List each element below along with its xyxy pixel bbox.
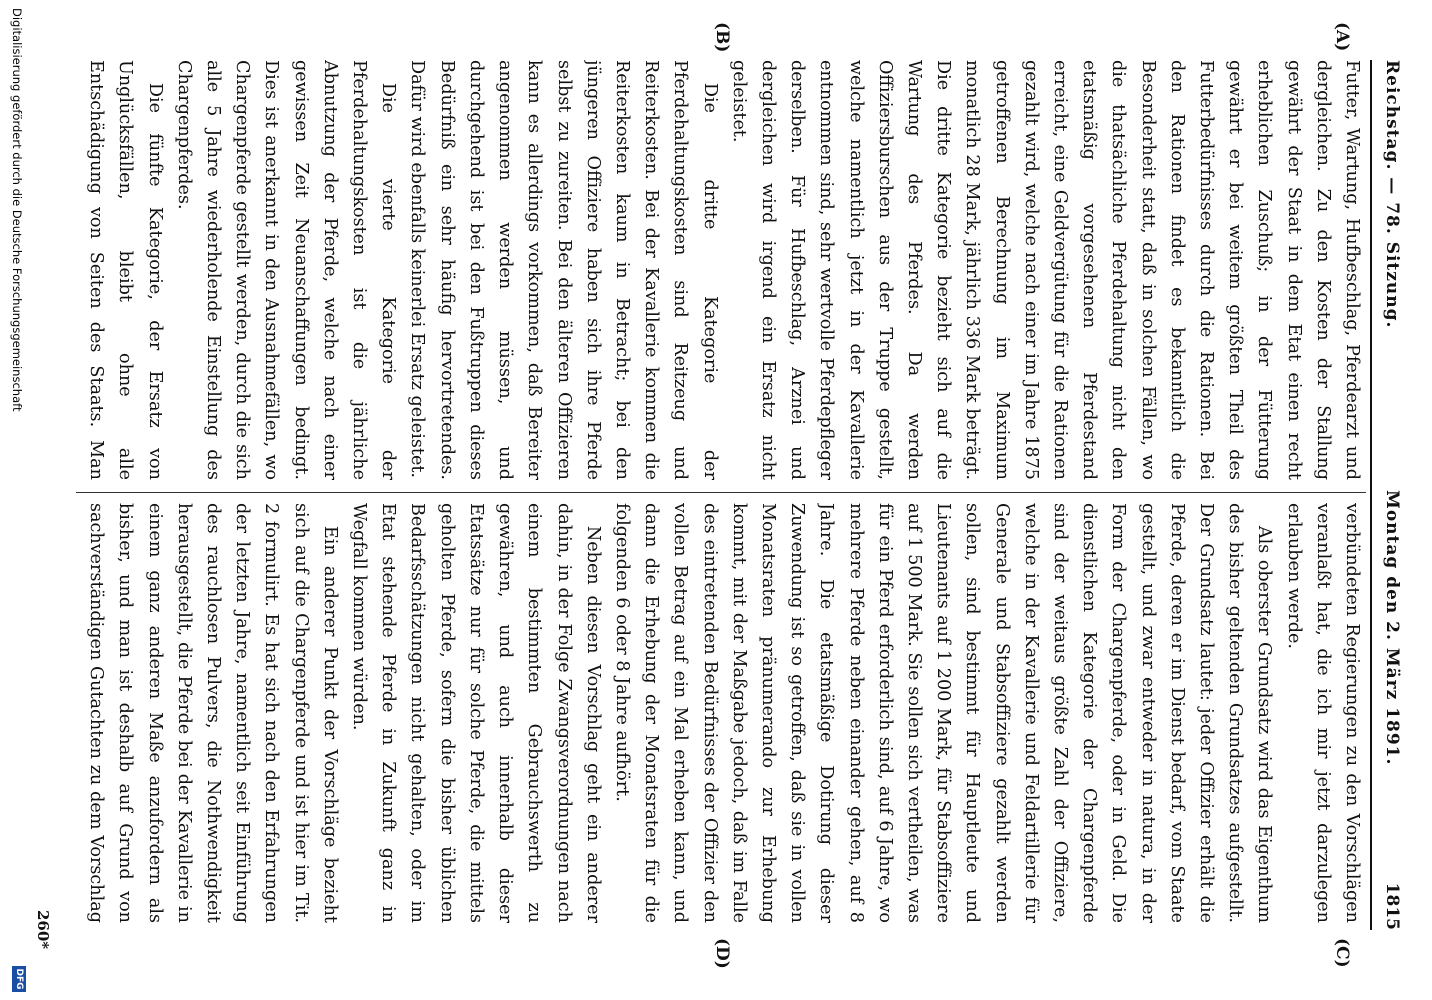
digitization-text: Digitalisierung gefördert durch die Deutsche Forschungsgemeinschaft xyxy=(10,8,24,412)
paragraph: Als oberster Grundsatz wird das Eigenthum des bisher geltenden Grundsatzes aufgestellt. Der Grundsatz lautet: jeder Offizier erhält die Pferde, deren er im Dienst bedarf, vom Staate gestellt, und zwar entweder in natura, in der Form der Chargenpferde, oder in Geld. Die dienstlichen Kategorie der Chargenpferde sind der weitaus größte Zahl der Offiziere, welche in der Kavallerie und Feldartillerie für Generale und Stabsoffiziere gezahlt werden sollen, sind bestimmt für Hauptleute und Lieutenants auf 1 200 Mark, für Stabsoffiziere auf 1 500 Mark. Sie sollen sich vertheilen, was für ein Pferd erforderlich sind, auf 6 Jahre, wo mehrere Pferde neben einander gehen, auf 8 Jahre. Die etatsmäßige Dotirung dieser Zuwendung ist so getroffen, daß sie in vollen Monatsraten pränumerando zur Erhebung kommt, mit der Maßgabe jedoch, daß im Falle des eintretenden Bedürfnisses der Offizier den vollen Betrag auf ein Mal erheben kann, und dann die Erhebung der Monatsraten für die folgenden 6 oder 8 Jahre aufhört. xyxy=(611,503,1275,923)
margin-marker-d: (D) xyxy=(712,938,732,969)
text-column-right xyxy=(76,503,1366,923)
header-date: Montag den 2. März 1891. xyxy=(1382,490,1402,766)
digitization-credit xyxy=(4,0,32,1000)
paragraph: Die dritte Kategorie der Pferdehaltungskosten sind Reitzeug und Reiterkosten. Bei der Kavallerie kommen die Reiterkosten kaum in Betracht; bei den jüngeren Offiziere haben sich ihre Pferde selbst zu zureiten. Bei den älteren Offizieren kann es allerdings vorkommen, daß Bereiter angenommen werden müssen, und durchgehend ist bei den Fußtruppen dieses Bedürfniß ein sehr häufig hervortretendes. Dafür wird ebenfalls keinerlei Ersatz geleistet. xyxy=(407,60,720,480)
margin-marker-b: (B) xyxy=(712,22,732,53)
column-divider xyxy=(76,492,1366,493)
margin-marker-a: (A) xyxy=(1332,22,1352,52)
paragraph: Ein anderer Punkt der Vorschläge bezieht sich auf die Chargenpferde und ist hier im Tit. 2 formulirt. Es hat sich nach den Erfahrungen der letzten Jahre, namentlich seit Einführung des rauchlosen Pulvers, die Nothwendigkeit herausgestellt, die Pferde bei der Kavallerie in einem ganz anderen Maße anzufordern als bisher, und man ist deshalb auf Grund von sachverständigen Gutachten zu dem Vorschlag xyxy=(86,503,340,923)
margin-marker-c: (C) xyxy=(1332,938,1352,968)
paragraph: Die vierte Kategorie der Pferdehaltungskosten ist die jährliche Abnutzung der Pferde, welche nach einer gewissen Zeit Neuanschaffungen bedingt. Dies ist anerkannt in den Ausnahmefällen, wo Chargenpferde gestellt werden, durch die sich alle 5 Jahre wiederholende Einstellung des Chargenpferdes. xyxy=(173,60,399,480)
paragraph: Die fünfte Kategorie, der Ersatz von Unglücksfällen, bleibt ohne alle Entschädigung von Seiten des Staats. Man xyxy=(86,60,165,480)
page-number: 1815 xyxy=(1382,882,1402,930)
dfg-logo: DFG xyxy=(12,966,26,992)
signature-mark: 260* xyxy=(34,910,52,950)
paragraph: Futter, Wartung, Hufbeschlag, Pferdearzt und dergleichen. Zu den Kosten der Stallung gewährt der Staat in dem Etat einen recht erheblichen Zuschuß; in der Fütterung gewährt er bei weitem größten Theil des Futterbedürfnisses durch die Rationen. Bei den Rationen findet es bekanntlich die Besonderheit statt, daß in solchen Fällen, wo die thatsächliche Pferdehaltung nicht den etatsmäßig vorgesehenen Pferdestand erreicht, eine Geldvergütung für die Rationen gezahlt wird, welche nach einer im Jahre 1875 getroffenen Berechnung im Maximum monatlich 28 Mark, jährlich 336 Mark beträgt. Die dritte Kategorie bezieht sich auf die Wartung des Pferdes. Da werden Offiziersburschen aus der Truppe gestellt, welche namentlich jetzt in der Kavallerie entnommen sind, sehr wertvolle Pferdepfleger derselben. Für Hufbeschlag, Arznei und dergleichen wird irgend ein Ersatz nicht geleistet. xyxy=(728,60,1362,480)
page-header xyxy=(1370,60,1408,930)
paragraph: Neben diesen Vorschlag geht ein anderer dahin, in der Folge Zwangsverordnungen nach einem bestimmten Gebrauchswerth zu gewähren, und auch innerhalb dieser Etatssätze nur für solche Pferde, die mittels geholten Pferde, sofern die bisher üblichen Bedarfsschätzungen nicht gehalten, oder im Etat stehende Pferde in Zukunft ganz in Wegfall kommen würden. xyxy=(349,503,603,923)
header-session: Reichstag. — 78. Sitzung. xyxy=(1382,60,1402,329)
text-column-left xyxy=(76,60,1366,480)
paragraph: verbündeten Regierungen zu den Vorschlägen veranlaßt hat, die ich mir jetzt darzulegen erlauben werde. xyxy=(1283,503,1362,923)
